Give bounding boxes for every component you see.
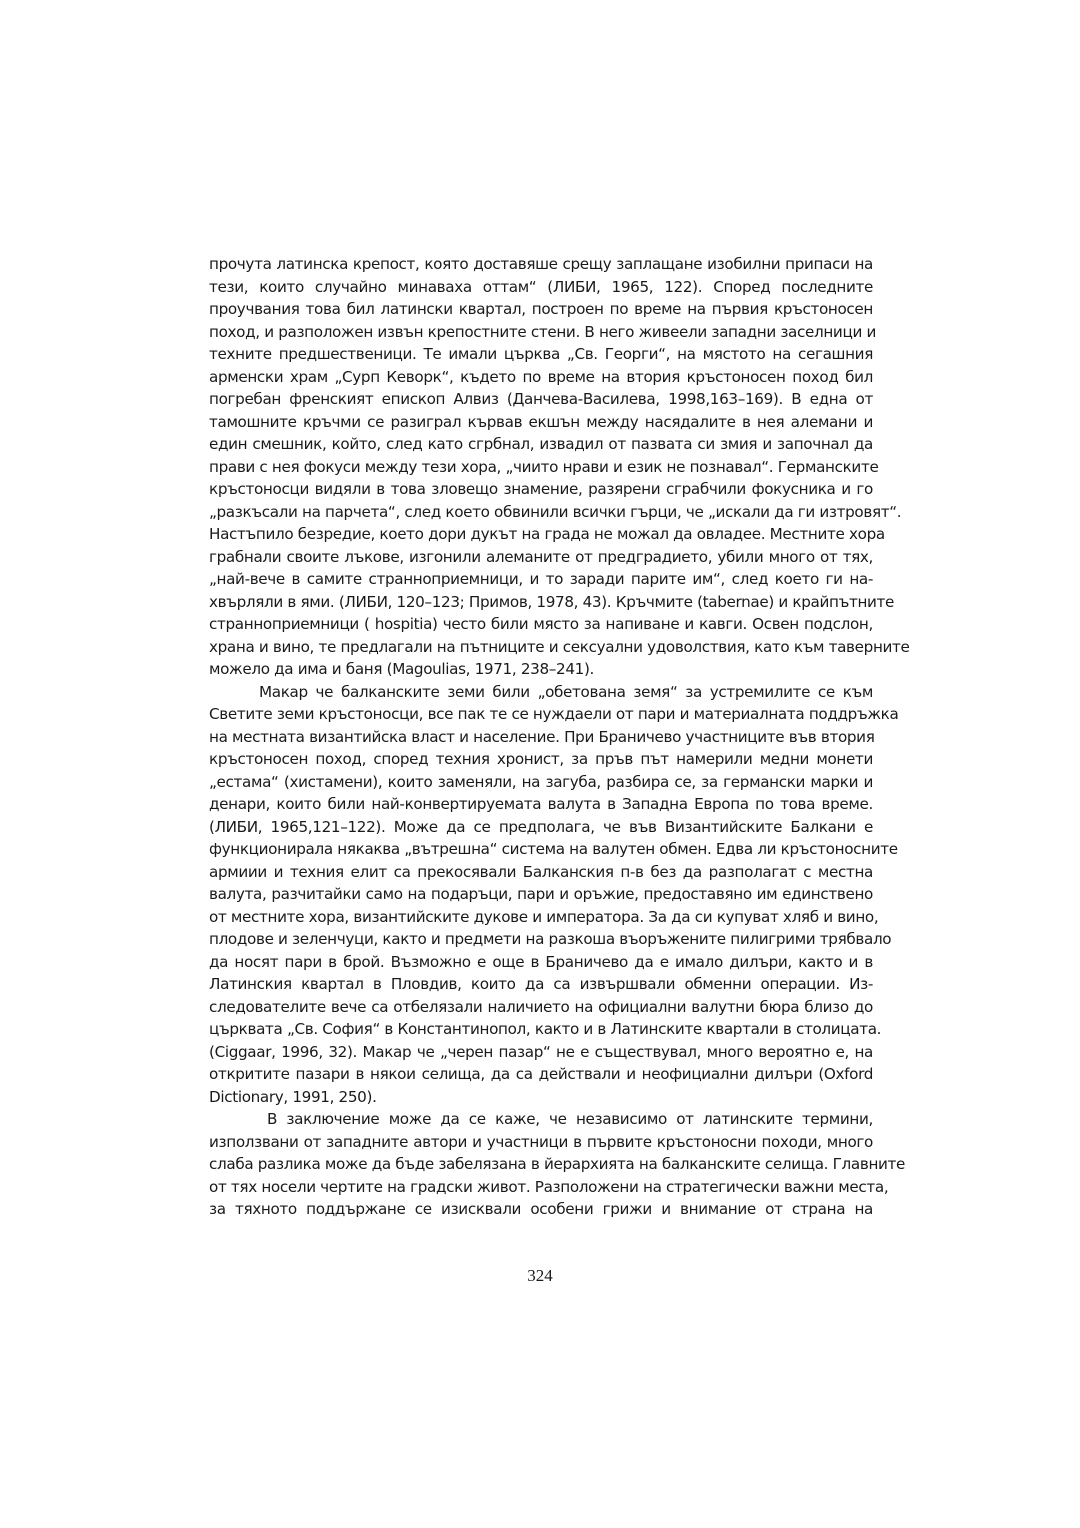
text-line: тези, които случайно минаваха оттам“ (ЛИБИ, 1965, 122). Според последните: [209, 277, 873, 296]
text-line: Dictionary, 1991, 250).: [209, 1087, 377, 1106]
text-line: грабнали своите лъкове, изгонили алеманите от предградието, убили много от тях,: [209, 547, 873, 566]
text-line: от тях носели чертите на градски живот. Разположени на стратегически важни места,: [209, 1177, 889, 1196]
body-text: [209, 253, 910, 1221]
text-line: техните предшественици. Те имали църква „Св. Георги“, на мястото на сегашния: [209, 345, 873, 363]
text-line: слаба разлика може да бъде забелязана в йерархията на балканските селища. Главните: [209, 1155, 906, 1173]
text-line: следователите вече са отбелязали наличието на официални валутни бюра близо до: [209, 997, 873, 1016]
text-line: Латинския квартал в Пловдив, които да са извършвали обменни операции. Из-: [209, 975, 873, 993]
text-line: кръстоносци видяли в това зловещо знамение, разярени сграбчили фокусника и го: [209, 480, 873, 498]
text-line: поход, и разположен извън крепостните стени. В него живеели западни заселници и: [209, 322, 876, 341]
text-line: храна и вино, те предлагали на пътниците и сексуални удоволствия, като към таверните: [209, 637, 910, 656]
text-line: от местните хора, византийските дукове и императора. За да си купуват хляб и вино,: [209, 907, 879, 926]
text-line: денари, които били най-конвертируемата валута в Западна Европа по това време.: [209, 795, 873, 813]
paragraph-3: [209, 1108, 906, 1221]
text-line: плодове и зеленчуци, както и предмети на разкоша въоръжените пилигрими трябвало: [209, 930, 892, 948]
text-line: на местната византийска власт и население. При Браничево участниците във втория: [209, 727, 875, 746]
text-line: „най-вече в самите странноприемници, и то заради парите им“, след което ги на-: [209, 570, 873, 588]
text-line: тамошните кръчми се разиграл кървав екшън между насядалите в нея алемани и: [209, 412, 873, 431]
text-line: можело да има и баня (Magoulias, 1971, 238–241).: [209, 660, 595, 678]
text-line: да носят пари в брой. Възможно е още в Браничево да е имало дилъри, както и в: [209, 952, 873, 971]
text-line: църквата „Св. София“ в Константинопол, както и в Латинските квартали в столицата.: [209, 1020, 882, 1038]
text-line: странноприемници ( hospitia) често били място за напиване и кавги. Освен подслон,: [209, 615, 873, 633]
text-line: „разкъсали на парчета“, след което обвинили всички гърци, че „искали да ги изтровят“.: [209, 502, 902, 521]
text-line: един смешник, който, след като сгрбнал, извадил от пазвата си змия и започнал да: [209, 435, 873, 453]
text-line: откритите пазари в някои селища, да са действали и неофициални дилъри (Oxford: [209, 1065, 873, 1083]
paragraph-1: [209, 253, 910, 681]
text-line: В заключение може да се каже, че независимо от латинските термини,: [267, 1110, 873, 1128]
text-line: кръстоносен поход, според техния хронист, за пръв път намерили медни монети: [209, 750, 873, 768]
text-line: функционирала някаква „вътрешна“ система на валутен обмен. Едва ли кръстоносните: [209, 840, 898, 858]
text-line: валута, разчитайки само на подаръци, пари и оръжие, предоставяно им единствено: [209, 885, 873, 903]
text-line: Макар че балканските земи били „обетована земя“ за устремилите се към: [259, 682, 873, 701]
text-line: (ЛИБИ, 1965,121–122). Може да се предполага, че във Византийските Балкани е: [209, 817, 873, 836]
text-line: Настъпило безредие, което дори дукът на града не можал да овладее. Местните хора: [209, 525, 885, 543]
text-line: армиии и техния елит са прекосявали Балканския п-в без да разполагат с местна: [209, 862, 873, 881]
text-line: прави с нея фокуси между тези хора, „чиито нрави и език не познавал“. Германските: [209, 457, 879, 476]
text-line: погребан френският епископ Алвиз (Данчева-Василева, 1998,163–169). В една от: [209, 390, 873, 408]
text-line: прочута латинска крепост, която доставяше срещу заплащане изобилни припаси на: [209, 255, 873, 273]
paragraph-2: [209, 681, 899, 1109]
text-line: хвърляли в ями. (ЛИБИ, 120–123; Примов, 1978, 43). Кръчмите (tabernae) и крайпътните: [209, 592, 895, 611]
text-line: използвани от западните автори и участници в първите кръстоносни походи, много: [209, 1132, 873, 1151]
text-line: за тяхното поддържане се изисквали особени грижи и внимание от страна на: [209, 1200, 873, 1218]
text-line: (Ciggaar, 1996, 32). Макар че „черен пазар“ не е съществувал, много вероятно е, на: [209, 1042, 873, 1061]
text-line: Светите земи кръстоносци, все пак те се нуждаели от пари и материалната поддръжка: [209, 705, 899, 723]
page-number: 324: [527, 1266, 553, 1285]
text-line: проучвания това бил латински квартал, построен по време на първия кръстоносен: [209, 300, 873, 318]
text-line: арменски храм „Сурп Кеворк“, където по време на втория кръстоносен поход бил: [209, 367, 873, 386]
text-line: „естама“ (хистамени), които заменяли, на загуба, разбира се, за германски марки и: [209, 772, 873, 791]
